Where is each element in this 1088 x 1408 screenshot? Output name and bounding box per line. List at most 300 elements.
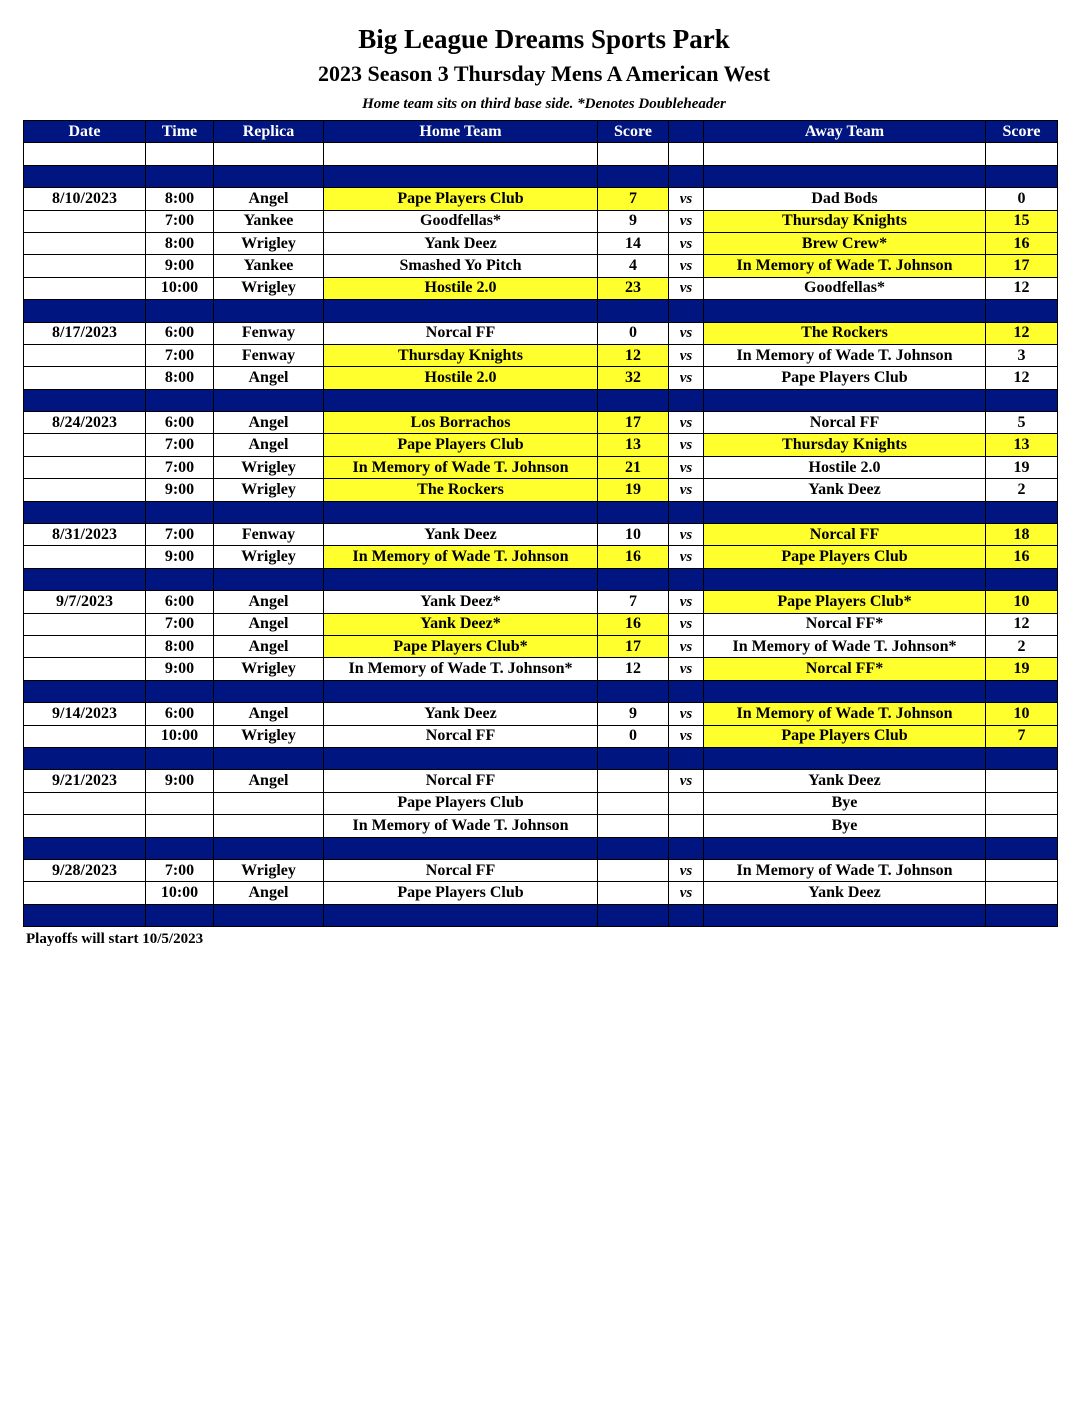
game-row [24,882,1058,904]
replica-cell: Fenway [214,322,324,344]
home-team-cell: In Memory of Wade T. Johnson [324,546,598,568]
away-team-cell: Pape Players Club* [704,591,986,613]
game-row [24,277,1058,299]
home-score-cell: 19 [598,479,669,501]
week-separator-row [24,837,1058,859]
vs-cell: vs [669,635,704,657]
separator-cell [214,747,324,769]
away-score-cell [986,792,1058,814]
blank-cell [324,143,598,165]
date-cell [24,479,146,501]
replica-cell: Wrigley [214,277,324,299]
home-team-cell: The Rockers [324,479,598,501]
replica-cell: Angel [214,882,324,904]
vs-cell: vs [669,367,704,389]
home-score-cell [598,859,669,881]
home-score-cell: 4 [598,255,669,277]
blank-row [24,143,1058,165]
separator-cell [324,568,598,590]
col-replica: Replica [214,121,324,143]
separator-cell [669,501,704,523]
playoffs-note: Playoffs will start 10/5/2023 [26,931,204,947]
week-separator-row [24,568,1058,590]
time-cell [146,815,214,837]
home-team-cell: Norcal FF [324,322,598,344]
week-separator-row [24,680,1058,702]
away-score-cell: 19 [986,658,1058,680]
away-team-cell: Thursday Knights [704,434,986,456]
separator-cell [24,680,146,702]
blank-cell [146,143,214,165]
home-score-cell: 0 [598,725,669,747]
replica-cell: Angel [214,367,324,389]
date-cell: 8/24/2023 [24,412,146,434]
replica-cell: Angel [214,188,324,210]
separator-cell [24,747,146,769]
home-score-cell: 13 [598,434,669,456]
replica-cell: Angel [214,613,324,635]
col-home-team: Home Team [324,121,598,143]
separator-cell [324,501,598,523]
game-row [24,322,1058,344]
vs-cell: vs [669,210,704,232]
date-cell: 8/31/2023 [24,524,146,546]
time-cell: 7:00 [146,524,214,546]
col-time: Time [146,121,214,143]
time-cell: 10:00 [146,725,214,747]
home-team-cell: Yank Deez* [324,613,598,635]
separator-cell [598,904,669,926]
away-team-cell: Pape Players Club [704,725,986,747]
separator-cell [598,300,669,322]
vs-cell: vs [669,524,704,546]
separator-cell [669,837,704,859]
away-team-cell: Bye [704,815,986,837]
date-cell [24,232,146,254]
vs-cell: vs [669,188,704,210]
week-separator-row [24,389,1058,411]
date-cell [24,210,146,232]
week-separator-row [24,501,1058,523]
separator-cell [704,165,986,187]
time-cell: 9:00 [146,770,214,792]
separator-cell [24,501,146,523]
away-team-cell: Yank Deez [704,479,986,501]
away-score-cell [986,815,1058,837]
game-row [24,232,1058,254]
replica-cell: Yankee [214,210,324,232]
home-score-cell: 12 [598,344,669,366]
separator-cell [214,904,324,926]
separator-cell [24,389,146,411]
separator-cell [24,904,146,926]
home-score-cell [598,882,669,904]
away-team-cell: Brew Crew* [704,232,986,254]
schedule-note: Home team sits on third base side. *Denotes Doubleheader [362,96,726,112]
separator-cell [704,389,986,411]
separator-cell [214,837,324,859]
home-score-cell [598,770,669,792]
away-score-cell: 2 [986,635,1058,657]
time-cell: 7:00 [146,210,214,232]
time-cell: 7:00 [146,434,214,456]
game-row [24,792,1058,814]
replica-cell: Wrigley [214,658,324,680]
away-score-cell: 17 [986,255,1058,277]
away-score-cell: 10 [986,591,1058,613]
home-score-cell: 7 [598,591,669,613]
away-score-cell: 2 [986,479,1058,501]
separator-cell [986,837,1058,859]
separator-cell [324,837,598,859]
away-score-cell: 3 [986,344,1058,366]
home-score-cell: 12 [598,658,669,680]
separator-cell [986,389,1058,411]
home-team-cell: Thursday Knights [324,344,598,366]
away-score-cell: 15 [986,210,1058,232]
away-score-cell: 13 [986,434,1058,456]
blank-cell [704,143,986,165]
replica-cell: Wrigley [214,479,324,501]
home-score-cell: 9 [598,703,669,725]
page-subtitle: 2023 Season 3 Thursday Mens A American West [317,61,771,86]
separator-cell [704,747,986,769]
away-team-cell: In Memory of Wade T. Johnson [704,344,986,366]
game-row [24,188,1058,210]
time-cell: 6:00 [146,591,214,613]
vs-cell: vs [669,255,704,277]
vs-cell: vs [669,859,704,881]
away-team-cell: The Rockers [704,322,986,344]
away-team-cell: Norcal FF* [704,658,986,680]
home-team-cell: Smashed Yo Pitch [324,255,598,277]
date-cell [24,546,146,568]
home-score-cell: 7 [598,188,669,210]
separator-cell [146,165,214,187]
separator-cell [704,300,986,322]
date-cell [24,792,146,814]
home-team-cell: Los Borrachos [324,412,598,434]
date-cell [24,815,146,837]
away-score-cell [986,859,1058,881]
date-cell [24,613,146,635]
vs-cell: vs [669,725,704,747]
separator-cell [669,747,704,769]
away-score-cell: 12 [986,277,1058,299]
home-score-cell: 17 [598,412,669,434]
away-team-cell: In Memory of Wade T. Johnson [704,859,986,881]
time-cell: 6:00 [146,322,214,344]
separator-cell [24,165,146,187]
home-team-cell: Pape Players Club [324,188,598,210]
vs-cell [669,815,704,837]
separator-cell [146,501,214,523]
away-team-cell: Norcal FF [704,412,986,434]
away-score-cell: 19 [986,456,1058,478]
time-cell: 7:00 [146,344,214,366]
schedule-table [23,120,1058,927]
vs-cell: vs [669,613,704,635]
col-away-team: Away Team [704,121,986,143]
vs-cell: vs [669,703,704,725]
separator-cell [598,389,669,411]
away-score-cell: 16 [986,232,1058,254]
vs-cell: vs [669,479,704,501]
away-score-cell: 0 [986,188,1058,210]
home-team-cell: Norcal FF [324,859,598,881]
date-cell [24,434,146,456]
game-row [24,412,1058,434]
separator-cell [598,165,669,187]
date-cell [24,456,146,478]
separator-cell [324,680,598,702]
home-team-cell: Yank Deez [324,524,598,546]
separator-cell [598,568,669,590]
week-separator-row [24,747,1058,769]
time-cell: 8:00 [146,188,214,210]
away-team-cell: Pape Players Club [704,546,986,568]
vs-cell: vs [669,277,704,299]
vs-cell: vs [669,456,704,478]
separator-cell [986,904,1058,926]
home-team-cell: Pape Players Club [324,882,598,904]
separator-cell [704,568,986,590]
home-score-cell: 10 [598,524,669,546]
game-row [24,703,1058,725]
game-row [24,524,1058,546]
game-row [24,815,1058,837]
time-cell [146,792,214,814]
away-team-cell: Norcal FF [704,524,986,546]
vs-cell: vs [669,658,704,680]
separator-cell [598,501,669,523]
away-team-cell: Norcal FF* [704,613,986,635]
separator-cell [324,300,598,322]
replica-cell: Angel [214,434,324,456]
away-score-cell: 10 [986,703,1058,725]
separator-cell [669,568,704,590]
time-cell: 8:00 [146,635,214,657]
separator-cell [669,904,704,926]
separator-cell [986,680,1058,702]
time-cell: 10:00 [146,882,214,904]
date-cell: 9/21/2023 [24,770,146,792]
home-score-cell: 0 [598,322,669,344]
home-team-cell: Yank Deez* [324,591,598,613]
week-separator-row [24,165,1058,187]
time-cell: 7:00 [146,859,214,881]
away-team-cell: Goodfellas* [704,277,986,299]
time-cell: 9:00 [146,658,214,680]
away-team-cell: Bye [704,792,986,814]
col-home-score: Score [598,121,669,143]
time-cell: 6:00 [146,412,214,434]
home-team-cell: Pape Players Club [324,792,598,814]
game-row [24,210,1058,232]
date-cell [24,882,146,904]
separator-cell [324,165,598,187]
home-score-cell [598,792,669,814]
game-row [24,367,1058,389]
blank-cell [214,143,324,165]
vs-cell: vs [669,770,704,792]
home-team-cell: Pape Players Club* [324,635,598,657]
home-team-cell: In Memory of Wade T. Johnson [324,456,598,478]
date-cell [24,635,146,657]
date-cell [24,344,146,366]
blank-cell [669,143,704,165]
separator-cell [986,501,1058,523]
vs-cell: vs [669,322,704,344]
separator-cell [669,165,704,187]
replica-cell: Wrigley [214,859,324,881]
time-cell: 8:00 [146,232,214,254]
time-cell: 7:00 [146,613,214,635]
replica-cell: Yankee [214,255,324,277]
away-team-cell: In Memory of Wade T. Johnson [704,703,986,725]
separator-cell [704,837,986,859]
separator-cell [214,680,324,702]
separator-cell [146,680,214,702]
separator-cell [24,300,146,322]
date-cell: 8/10/2023 [24,188,146,210]
time-cell: 10:00 [146,277,214,299]
home-score-cell: 21 [598,456,669,478]
game-row [24,770,1058,792]
separator-cell [986,568,1058,590]
game-row [24,456,1058,478]
time-cell: 9:00 [146,479,214,501]
separator-cell [214,568,324,590]
time-cell: 8:00 [146,367,214,389]
game-row [24,725,1058,747]
away-score-cell: 16 [986,546,1058,568]
separator-cell [146,568,214,590]
vs-cell [669,792,704,814]
game-row [24,591,1058,613]
vs-cell: vs [669,344,704,366]
home-score-cell: 17 [598,635,669,657]
separator-cell [986,165,1058,187]
replica-cell: Angel [214,412,324,434]
home-team-cell: Hostile 2.0 [324,367,598,389]
vs-cell: vs [669,412,704,434]
away-score-cell [986,770,1058,792]
separator-cell [24,837,146,859]
separator-cell [146,747,214,769]
game-row [24,479,1058,501]
header-row [24,121,1058,143]
home-team-cell: Norcal FF [324,770,598,792]
vs-cell: vs [669,232,704,254]
separator-cell [598,747,669,769]
vs-cell: vs [669,882,704,904]
replica-cell: Angel [214,770,324,792]
time-cell: 6:00 [146,703,214,725]
replica-cell [214,792,324,814]
week-separator-row [24,300,1058,322]
week-separator-row [24,904,1058,926]
date-cell [24,367,146,389]
away-score-cell: 18 [986,524,1058,546]
vs-cell: vs [669,591,704,613]
col-date: Date [24,121,146,143]
separator-cell [214,165,324,187]
separator-cell [324,904,598,926]
home-team-cell: Hostile 2.0 [324,277,598,299]
date-cell: 9/14/2023 [24,703,146,725]
replica-cell: Wrigley [214,725,324,747]
away-team-cell: In Memory of Wade T. Johnson [704,255,986,277]
date-cell [24,255,146,277]
away-team-cell: Hostile 2.0 [704,456,986,478]
date-cell: 9/7/2023 [24,591,146,613]
home-team-cell: Yank Deez [324,703,598,725]
home-score-cell: 23 [598,277,669,299]
away-team-cell: In Memory of Wade T. Johnson* [704,635,986,657]
home-team-cell: Pape Players Club [324,434,598,456]
home-team-cell: Norcal FF [324,725,598,747]
home-team-cell: Yank Deez [324,232,598,254]
home-score-cell: 32 [598,367,669,389]
separator-cell [704,680,986,702]
home-team-cell: Goodfellas* [324,210,598,232]
away-score-cell: 12 [986,367,1058,389]
separator-cell [704,501,986,523]
separator-cell [669,300,704,322]
separator-cell [704,904,986,926]
home-team-cell: In Memory of Wade T. Johnson [324,815,598,837]
separator-cell [214,389,324,411]
home-score-cell [598,815,669,837]
date-cell: 9/28/2023 [24,859,146,881]
home-score-cell: 9 [598,210,669,232]
away-score-cell: 7 [986,725,1058,747]
time-cell: 7:00 [146,456,214,478]
replica-cell: Wrigley [214,456,324,478]
away-score-cell: 12 [986,322,1058,344]
game-row [24,255,1058,277]
game-row [24,658,1058,680]
separator-cell [669,680,704,702]
replica-cell: Fenway [214,344,324,366]
away-score-cell: 12 [986,613,1058,635]
time-cell: 9:00 [146,546,214,568]
replica-cell: Wrigley [214,546,324,568]
replica-cell: Angel [214,703,324,725]
separator-cell [214,300,324,322]
replica-cell: Fenway [214,524,324,546]
page-title: Big League Dreams Sports Park [358,24,730,54]
separator-cell [146,837,214,859]
replica-cell [214,815,324,837]
blank-cell [598,143,669,165]
home-score-cell: 16 [598,546,669,568]
schedule-body [24,143,1058,927]
separator-cell [669,389,704,411]
date-cell: 8/17/2023 [24,322,146,344]
separator-cell [986,747,1058,769]
col-vs [669,121,704,143]
date-cell [24,658,146,680]
away-score-cell [986,882,1058,904]
game-row [24,635,1058,657]
vs-cell: vs [669,434,704,456]
col-away-score: Score [986,121,1058,143]
replica-cell: Angel [214,591,324,613]
away-team-cell: Pape Players Club [704,367,986,389]
blank-cell [24,143,146,165]
